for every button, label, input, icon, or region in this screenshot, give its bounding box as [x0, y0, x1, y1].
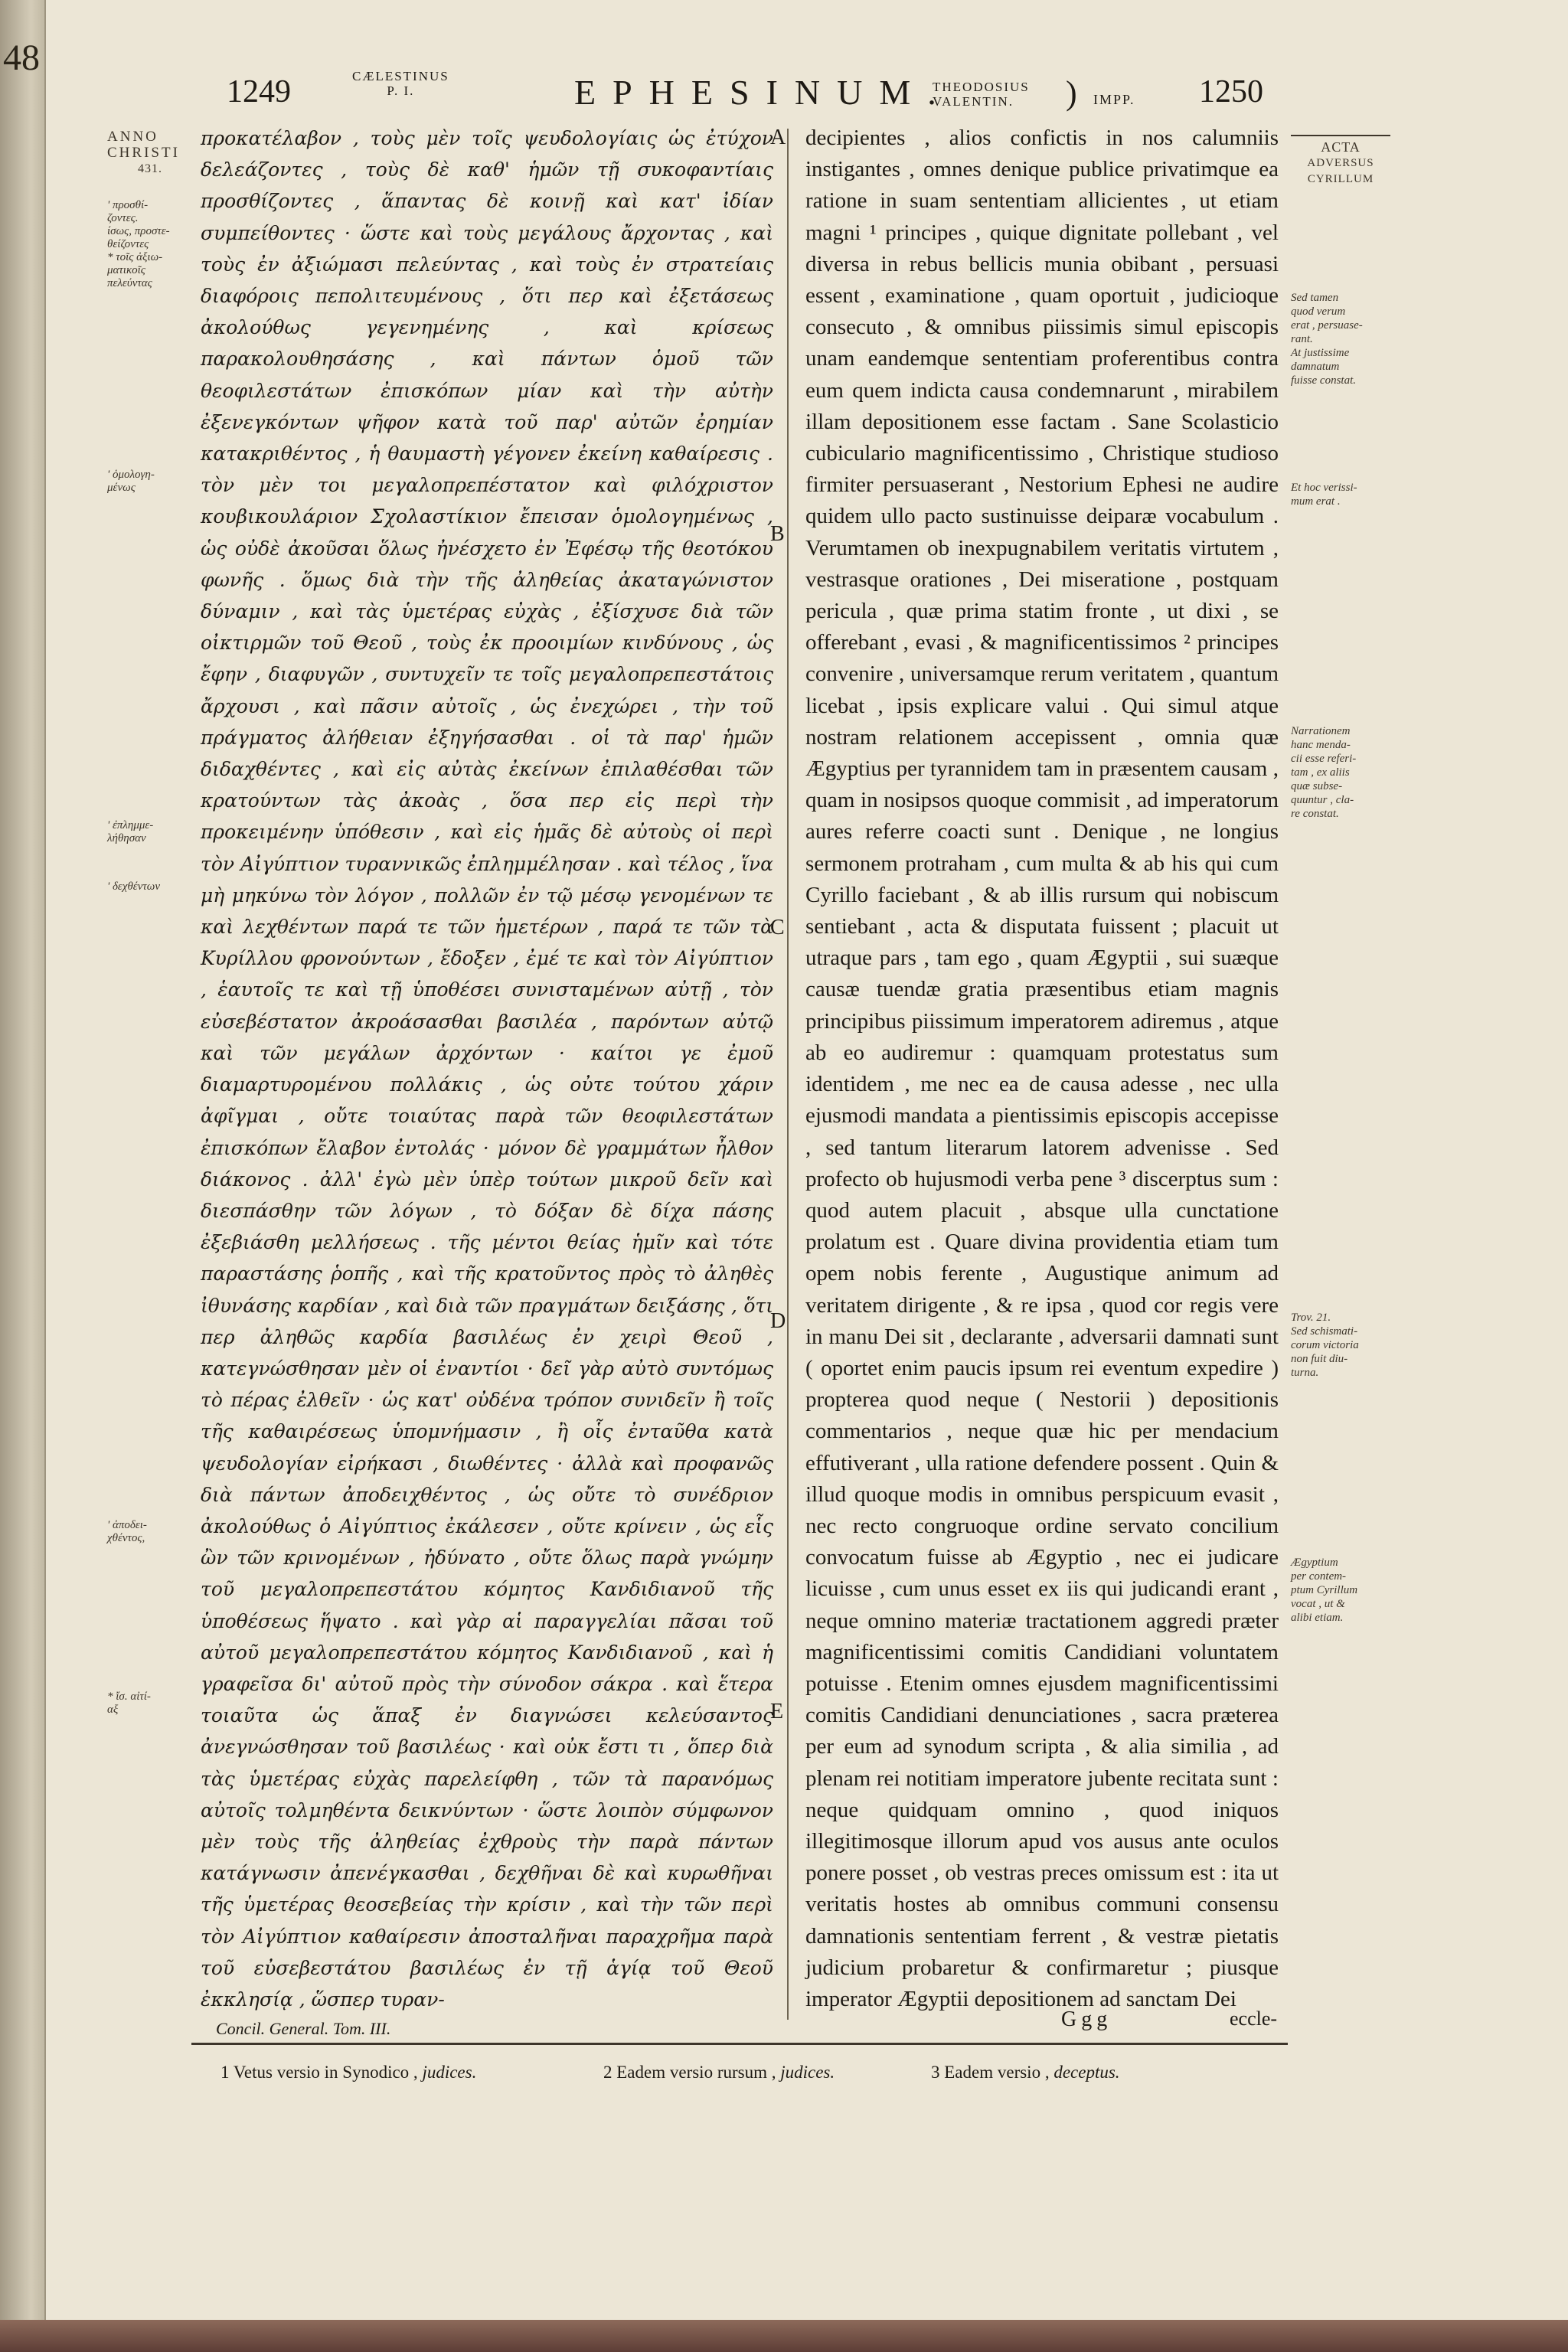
header-emperors	[933, 80, 1030, 109]
latin-text: decipientes , alios confictis in nos calumniis instigantes , omnes denique publice privatimque ea ratione in suam sententiam allicientes , ut etiam magni ¹ principes , quique dignitate pollebant , vel diversa in rebus bellicis munia obibant , persuasi essent , examinatione , quam oportuit , judicioque consecuto , & omnibus piissimis simul episcopis unam eandemque sententiam proferentibus contra eum quem indicta causa condemnarunt , mirabilem illam depositionem esse factam . Sane Scolasticio cubiculario magnificentissimo , Christique studioso firmiter persuaserant , Nestorium Ephesi ne audire quidem ullo pacto sustinuisse deiparæ vocabulum . Verumtamen ob inexpugnabilem veritatis virtutem , vestrasque orationes , Dei miseratione , postquam pericula , quæ prima statim fronte , ut dixi , se offerebant , evasi , & magnificentissimos ² principes convenire , universamque rerum veritatem , quantum licebat , ipsis explicare valui . Qui simul atque nostram relationem accepissent , omnia quæ Ægyptius per tyrannidem tam in præsentem causam , quam in nosipsos quoque commisit , ad imperatorum aures referre coacti sunt . Denique , ne longius sermonem protraham , cum multa & ab his qui cum Cyrillo faciebant , & ab illis rursum qui nobiscum sentiebant , acta & disputata fuissent ; placuit ut utraque pars , tam ego , quam Ægyptii , sui suæque causæ tuendæ gratia præsentibus etiam magnis principibus piissimum imperatorem adiremus , atque ab eo audiremur : quamquam protestatus sum identidem , me nec ea de causa adesse , nec ulla ejusmodi mandata a pientissimis episcopis accepisse , sed tantum literarum latorem advenisse . Sed profecto ob hujusmodi verba pene ³ discerptus sum : quod autem placuit , absque ulla cunctatione prolatum est . Quare divina providentia etiam tum opem nobis ferente , Augustique animum ad veritatem dirigente , & re ipsa , quod cor regis vere in manu Dei sit , declarante , adversarii damnati sunt ( oportet enim paucis ipsum rei eventum expedire ) propterea quod neque ( Nestorii ) depositionis commentarios , neque quæ hic per mendacium effutiverant , ulla ratione defendere possent . Quin & illud quoque modis in omnibus perspicuum evasit , nec recto congruoque ordine servato concilium convocatum fuisse ab Ægyptio , nec ei judicare licuisse , cum unus esset ex iis qui judicandi erant , neque omnino materiæ tractationem aggredi præter magnificentissimi comitis Candidiani voluntatem potuisse . Etenim omnes ejusdem magnificentissimi comitis Candidiani denunciationes , sacra præterea per eum ad synodum scripta , & alia similia , ad plenam rei notitiam imperatore jubente recitata sunt : neque quidquam omnino , quod iniquos illegitimosque illorum apud vos ausus ante oculos ponere posset , ob vestras preces omissum est : ita ut veritatis hostes ab omnibus communi consensu damnationis sententiam ferrent , & vestræ pietatis judicium probaretur & confirmaretur ; piusque imperator Ægyptii depositionem ad sanctam Dei	[805, 126, 1279, 2011]
header-impp: IMPP.	[1093, 92, 1135, 107]
signature-mark: Ggg	[1061, 2007, 1112, 2031]
footnote-term: deceptus.	[1054, 2063, 1120, 2082]
header-pope-number: P. I.	[387, 83, 415, 98]
footnote-rule	[191, 2043, 1288, 2045]
anno-christi	[107, 129, 193, 177]
anno-year: 431.	[138, 162, 162, 175]
section-marker-c: C	[770, 916, 785, 939]
margin-gloss: Ægyptium per contem- ptum Cyrillum vocat , ut & alibi etiam.	[1291, 1557, 1358, 1624]
page-number-right: 1250	[1199, 74, 1263, 109]
section-marker-b: B	[770, 522, 785, 546]
header-emperor-2: VALENTIN.	[933, 94, 1014, 109]
footnote-text: 1 Vetus versio in Synodico ,	[220, 2063, 418, 2082]
footnote-term: judices.	[422, 2063, 477, 2082]
header-brace: )	[1066, 74, 1077, 112]
margin-gloss: Trov. 21. Sed schismati- corum victoria non fuit diu- turna.	[1291, 1312, 1359, 1379]
rm-head-line-1: ACTA	[1321, 139, 1361, 155]
volume-reference: Concil. General. Tom. III.	[216, 2019, 391, 2038]
greek-text-column	[201, 122, 773, 2015]
margin-variant-note: * ἴσ. αἰτί- αξ	[107, 1690, 151, 1716]
header-emperor-1: THEODOSIUS	[933, 80, 1030, 94]
footnote-2	[603, 2063, 835, 2082]
section-marker-d: D	[770, 1309, 786, 1333]
footnote-text: 2 Eadem versio rursum ,	[603, 2063, 776, 2082]
header-pope-name: CÆLESTINUS	[352, 69, 449, 83]
margin-gloss: Sed tamen quod verum erat , persuase- rant. At justissime damnatum fuisse constat.	[1291, 292, 1363, 387]
catchword: eccle-	[1230, 2007, 1278, 2030]
margin-variant-note: ' ὁμολογη- μένως	[107, 469, 155, 494]
header-pope	[352, 69, 449, 98]
page-title: EPHESINUM.	[574, 73, 953, 112]
page-bottom-edge	[0, 2320, 1568, 2352]
latin-text-column	[805, 122, 1279, 2015]
section-marker-e: E	[770, 1700, 784, 1723]
anno-label: ANNO	[107, 129, 158, 145]
christi-label: CHRISTI	[107, 145, 180, 161]
page-number-left: 1249	[227, 74, 291, 109]
edge-page-number: 48	[3, 38, 40, 78]
margin-variant-note: ' ἀποδει- χθέντος,	[107, 1519, 147, 1544]
footnote-3	[931, 2063, 1120, 2082]
section-marker-a: A	[770, 126, 786, 149]
margin-variant-note: ' προσθί- ζοντες. ίσως, προστε- θείζοντες * τοῖς ἀξιω- ματικοῖς πελεύντας	[107, 199, 170, 289]
rm-head-line-3: CYRILLUM	[1307, 173, 1374, 185]
running-header	[191, 67, 1309, 129]
margin-gloss: Narrationem hanc menda- cii esse referi- tam , ex aliis quæ subse- quuntur , cla- re constat.	[1291, 725, 1357, 820]
footnote-text: 3 Eadem versio ,	[931, 2063, 1050, 2082]
margin-variant-note: ' ἐπλημμε- λήθησαν	[107, 819, 154, 844]
previous-page-edge	[0, 0, 46, 2328]
margin-variant-note: ' δεχθέντων	[107, 880, 160, 893]
greek-text: προκατέλαβον , τοὺς μὲν τοῖς ψευδολογίαις ὡς ἐτύχον δελεάζοντες , τοὺς δὲ καθ' ἡμῶν τῇ συκοφαντίαις προσθίζοντες , ἅπαντας δὲ κοινῇ καὶ κατ' ἰδίαν συμπείθοντες · ὥστε καὶ τοὺς μεγάλους ἄρχοντας , καὶ τοὺς ἐν ἀξιώμασι πελεύντας , καὶ τοὺς ἐν στρατείαις διαφόροις πεπολιτευμένους , ὅτι περ καὶ ἐξετάσεως ἀκολούθως γεγενημένης , καὶ κρίσεως παρακολουθησάσης , καὶ πάντων ὁμοῦ τῶν θεοφιλεστάτων ἐπισκόπων μίαν καὶ τὴν αὐτὴν ἐξενεγκόντων ψῆφον κατὰ τοῦ παρ' αὐτῶν ἐρημίαν κατακριθέντος , ἡ θαυμαστὴ γέγονεν ἐκείνη καθαίρεσις . τὸν μὲν τοι μεγαλοπρεπέστατον καὶ φιλόχριστον κουβικουλάριον Σχολαστίκιον ἔπεισαν ὁμολογημένως , ὡς οὐδὲ ἀκοῦσαι ὅλως ἠνέσχετο ἐν Ἐφέσῳ τῆς θεοτόκου φωνῆς . ὅμως διὰ τὴν τῆς ἀληθείας ἀκαταγώνιστον δύναμιν , καὶ τὰς ὑμετέρας εὐχὰς , ἐξίσχυσε διὰ τῶν οἰκτιρμῶν τοῦ Θεοῦ , τοὺς ἐκ προοιμίων κινδύνους , ὡς ἔφην , διαφυγῶν , συντυχεῖν τε τοῖς μεγαλοπρεπεστάτοις ἄρχουσι , καὶ πᾶσιν αὐτοῖς , ὡς ἐνεχώρει , τὴν τοῦ πράγματος ἀλήθειαν ἐξηγήσασθαι . οἱ τὰ παρ' ἡμῶν διδαχθέντες , καὶ εἰς αὐτὰς ἐκείνων ἐπιλαθέσθαι τῶν κρατούντων τὰς ἀκοὰς , ὅσα περ εἰς περὶ τὴν προκειμένην ὑπόθεσιν , καὶ εἰς ἡμᾶς δὲ αὐτοὺς οἱ περὶ τὸν Αἰγύπτιον τυραννικῶς ἐπλημμέλησαν . καὶ τέλος , ἵνα μὴ μηκύνω τὸν λόγον , πολλῶν ἐν τῷ μέσῳ γενομένων τε καὶ λεχθέντων παρά τε τῶν ἡμετέρων , παρά τε τῶν τὰ Κυρίλλου φρονούντων , ἔδοξεν , ἐμέ τε καὶ τὸν Αἰγύπτιον , ἑαυτοῖς τε καὶ τῇ ὑποθέσει συνισταμένων αὐτῇ , τὸν εὐσεβέστατον ἀκροάσασθαι βασιλέα , παρόντων αὐτῷ καὶ τῶν μεγάλων ἀρχόντων · καίτοι γε ἐμοῦ διαμαρτυρομένου πολλάκις , ὡς οὐτε τούτου χάριν ἀφῖγμαι , οὔτε τοιαύτας παρὰ τῶν θεοφιλεστάτων ἐπισκόπων ἔλαβον ἐντολάς · μόνον δὲ γραμμάτων ἦλθον διάκονος . ἀλλ' ἐγὼ μὲν ὑπὲρ τούτων μικροῦ δεῖν καὶ διεσπάσθην τῶν λόγων , τὸ δόξαν δὲ δίχα πάσης ἐξεβιάσθη μελλήσεως . τῆς μέντοι θείας ἡμῖν καὶ τότε παραστάσης ῥοπῆς , καὶ τῆς κρατοῦντος πρὸς τὸ ἀληθὲς ἰθυνάσης καρδίαν , καὶ διὰ τῶν πραγμάτων δειξάσης , ὅτι περ ἀληθῶς καρδία βασιλέως ἐν χειρὶ Θεοῦ , κατεγνώσθησαν μὲν οἱ ἐναντίοι · δεῖ γὰρ αὐτὸ συντόμως τὸ πέρας ἐλθεῖν · ὡς κατ' οὐδένα τρόπον συνιδεῖν ἢ τοῖς τῆς καθαιρέσεως ὑπομνήμασιν , ἢ οἷς ἐνταῦθα κατὰ ψευδολογίαν εἰρήκασι , διωθέντες · ἀλλὰ καὶ προφανῶς διὰ πάντων ἀποδειχθέντος , ὡς οὔτε τὸ συνέδριον ἀκολούθως ὁ Αἰγύπτιος ἐκάλεσεν , οὔτε κρίνειν , ὡς εἷς ὢν τῶν κρινομένων , ἠδύνατο , οὔτε ὅλως παρὰ γνώμην τοῦ μεγαλοπρεπεστάτου κόμητος Κανδιδιανοῦ τῆς ὑποθέσεως ἥψατο . καὶ γὰρ αἱ παραγγελίαι πᾶσαι τοῦ αὐτοῦ μεγαλοπρεπεστάτου κόμητος Κανδιδιανοῦ , καὶ ἡ γραφεῖσα δι' αὐτοῦ πρὸς τὴν σύνοδον σάκρα . καὶ ἕτερα τοιαῦτα ὡς ἅπαξ ἐν διαγνώσει κελεύσαντος ἀνεγνώσθησαν τοῦ βασιλέως · καὶ οὐκ ἔστι τι , ὅπερ διὰ τὰς ὑμετέρας εὐχὰς παρελείφθη , τῶν τὰ παρανόμως αὐτοῖς τολμηθέντα δεικνύντων · ὥστε λοιπὸν σύμφωνον μὲν τοὺς τῆς ἀληθείας ἐχθροὺς τὴν παρὰ πάντων κατάγνωσιν ἀπενέγκασθαι , δεχθῆναι δὲ καὶ κυρωθῆναι τῆς ὑμετέρας θεοσεβείας τὴν κρίσιν , καὶ τὴν τῶν περὶ τὸν Αἰγύπτιον καθαίρεσιν ἀποσταλῆναι παραχρῆμα παρὰ τοῦ εὐσεβεστάτου βασιλέως ἐν τῇ ἁγίᾳ τοῦ Θεοῦ ἐκκλησίᾳ , ὥσπερ τυραν-	[201, 127, 773, 2011]
margin-gloss: Et hoc verissi- mum erat .	[1291, 482, 1357, 508]
rm-head-line-2: ADVERSUS	[1307, 157, 1374, 169]
footnote-1	[220, 2063, 476, 2082]
footnote-term: judices.	[780, 2063, 835, 2082]
column-divider	[787, 129, 789, 2020]
acta-adversus-cyrillum	[1291, 135, 1390, 188]
